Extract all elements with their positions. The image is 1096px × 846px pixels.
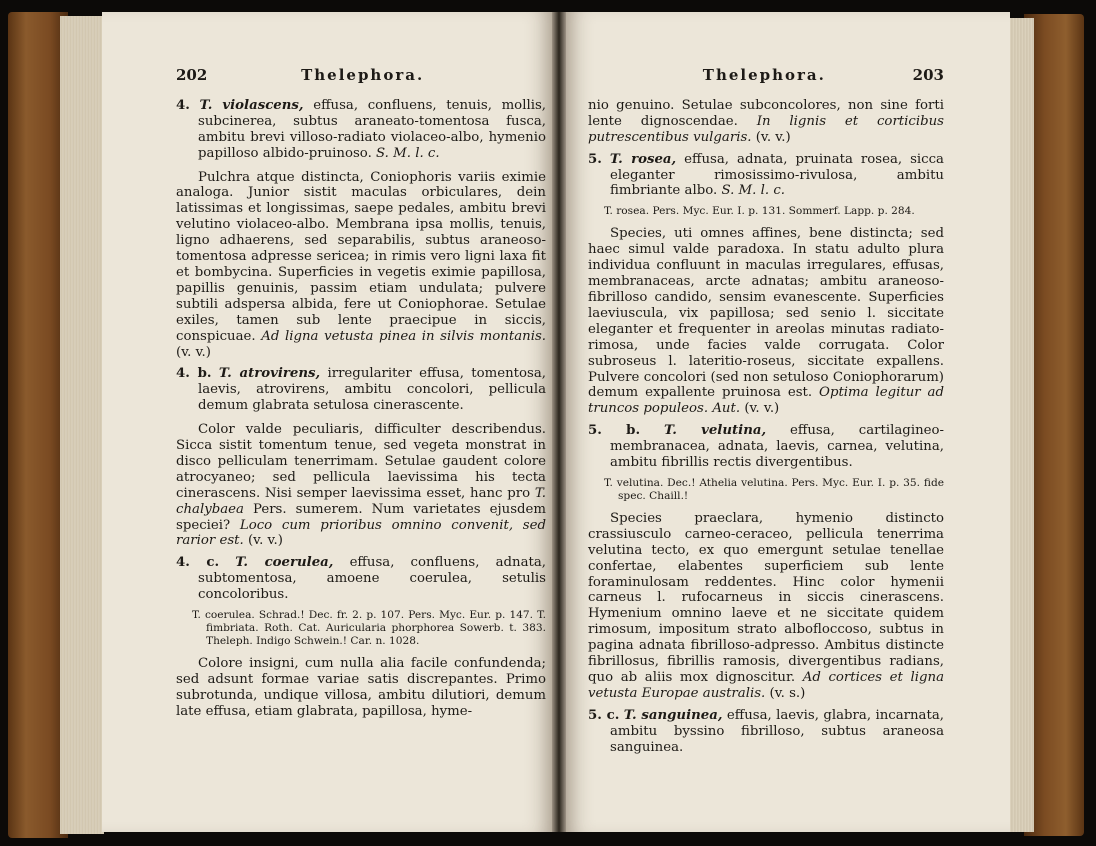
right-page [566,12,1010,832]
paragraph: Colore insigni, cum nulla alia facile confundenda; sed adsunt formae variae satis discrepantes. Primo subrotunda, undique villosa, ambitu dilutiori, demum late effusa, etiam glabrata, papillosa, hyme- [176,656,546,719]
paragraph: Pulchra atque distincta, Coniophoris variis eximie analoga. Junior sistit maculas orbiculares, dein latissimas et longissimas, saepe pedales, ambitu brevi velutino violaceo-albo. Membrana ipsa mollis, tenuis, ligno adhaerens, sed separabilis, subtus araneoso-tomentosa adpresse sericea; in rimis vero ligni laxa fit et bombycina. Superficies in vegetis eximie papillosa, papillis genuinis, passim etiam undulata; pulvere subtili adspersa albida, fere ut Coniophorae. Setulae exiles, tamen sub lente praecipue in siccis, conspicuae. Ad ligna vetusta pinea in silvis montanis. (v. v.) [176,169,547,360]
paragraph: Species, uti omnes affines, bene distincta; sed haec simul valde paradoxa. In statu adulto plura individua confluunt in maculas irregulares, effusas, membranaceas, arcte adnatas; ambitu araneoso-fibrilloso candido, sensim evanescente. Superficies laeviuscula, vix papillosa; sed senio l. siccitate eleganter et frequenter in areolas minutas radiato-rimosa, unde facies valde corrugata. Color subroseus l. lateritio-roseus, siccitate expallens. Pulvere concolori (sed non setuloso Coniophorarum) demum expallente pruinosa est. Optima legitur ad truncos populeos. Aut. (v. v.) [588,226,944,417]
entry-4: 4. T. violascens, effusa, confluens, tenuis, mollis, subcinerea, subtus araneato-tomentosa fusca, ambitu brevi villoso-radiato violaceo-albo, hymenio papilloso albido-pruinoso. S. M. l. c. [176,97,546,161]
left-page [102,12,552,832]
left-page-number: 202 [176,66,208,84]
right-running-title: Thelephora. [702,66,826,84]
entry-5b: 5. b. T. velutina, effusa, cartilagineo-membranacea, adnata, laevis, carnea, velutina, ambitu fibrillis rectis divergentibus. [588,423,945,471]
right-running-head [588,68,944,84]
paragraph: Color valde peculiaris, difficulter describendus. Sicca sistit tomentum tenue, sed vegeta monstrat in disco pelliculam tenerrimam. Setulae gaudent colore atrocyaneo; sed pellicula laevissima his tecta cinerascens. Nisi semper laevissima esset, hanc pro T. chalybaea Pers. sumerem. Num varietates ejusdem speciei? Loco cum prioribus omnino convenit, sed rarior est. (v. v.) [176,422,547,549]
left-page-text [176,68,546,720]
right-page-number: 203 [912,66,944,84]
entry-4c: 4. c. T. coerulea, effusa, confluens, adnata, subtomentosa, amoene coerulea, setulis concoloribus. [176,555,547,603]
continued-paragraph: nio genuino. Setulae subconcolores, non sine forti lente dignoscendae. In lignis et corticibus putrescentibus vulgaris. (v. v.) [588,97,944,145]
entry-4b: 4. b. T. atrovirens, irregulariter effusa, tomentosa, laevis, atrovirens, ambitu concolori, pellicula demum glabrata setulosa cinerascente. [176,366,546,414]
page-edges-left [60,16,104,834]
book-gutter [552,12,566,832]
book-cover-left [8,12,68,838]
synonymy: T. velutina. Dec.! Athelia velutina. Pers. Myc. Eur. I. p. 35. fide spec. Chaill.! [604,476,944,502]
left-running-title: Thelephora. [301,66,425,84]
synonymy: T. rosea. Pers. Myc. Eur. I. p. 131. Sommerf. Lapp. p. 284. [604,205,915,218]
right-page-text [588,68,944,756]
paragraph: Species praeclara, hymenio distincto crassiusculo carneo-ceraceo, pellicula tenerrima velutina tecto, ex quo emergunt setulae tenellae confertae, elabentes superficiem sub lente foraminulosam reddentes. Hinc color hymenii carneus l. rufocarneus in siccis cinerascens. Hymenium omnino laeve et ne siccitate quidem rimosum, impositum strato albofloccoso, subtus in pagina adnata fibrilloso-adpresso. Ambitus distincte fibrillosus, fibrillis ramosis, divergentibus radians, quo ab aliis mox dignoscitur. Ad cortices et ligna vetusta Europae australis. (v. s.) [588,510,944,701]
entry-5c: 5. c. T. sanguinea, effusa, laevis, glabra, incarnata, ambitu byssino fibrilloso, subtus araneosa sanguinea. [588,707,944,755]
synonymy: T. coerulea. Schrad.! Dec. fr. 2. p. 107. Pers. Myc. Eur. p. 147. T. fimbriata. Roth. Cat. Auricularia phorphorea Sowerb. t. 383. Theleph. Indigo Schwein.! Car. n. 1028. [192,609,546,648]
entry-5: 5. T. rosea, effusa, adnata, pruinata rosea, sicca eleganter rimosissimo-rivulosa, ambitu fimbriante albo. S. M. l. c. [588,151,944,199]
left-running-head [176,68,546,84]
